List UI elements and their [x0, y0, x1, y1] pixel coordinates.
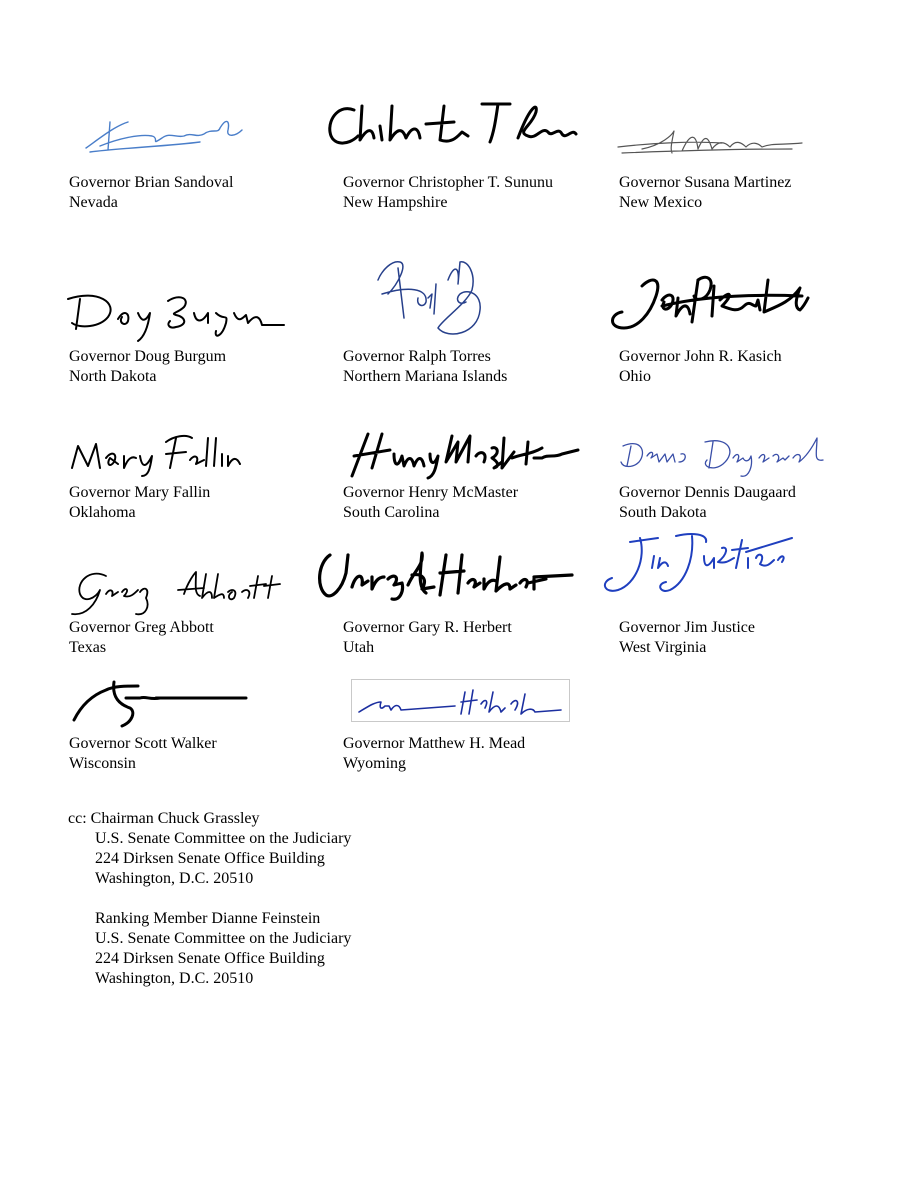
signatory-state: Northern Mariana Islands	[343, 368, 508, 385]
signature-fallin	[66, 428, 256, 478]
signatory-state: Utah	[343, 639, 375, 656]
signatory-name: Governor Brian Sandoval	[69, 174, 234, 191]
signature-abbott	[66, 564, 286, 618]
signature-kasich	[602, 266, 812, 356]
signatory-state: West Virginia	[619, 639, 707, 656]
signatory-name: Governor Gary R. Herbert	[343, 619, 512, 636]
cc-block	[68, 809, 351, 989]
signatory-state: Wyoming	[343, 755, 407, 772]
signatory-state: New Mexico	[619, 194, 703, 211]
signatory-state: Oklahoma	[69, 504, 136, 521]
signatory-name: Governor Doug Burgum	[69, 348, 227, 365]
signatory-state: Texas	[69, 639, 107, 656]
signatory-state: South Carolina	[343, 504, 440, 521]
cc-recipient-name: Ranking Member Dianne Feinstein	[95, 910, 321, 927]
signatory-name: Governor Matthew H. Mead	[343, 735, 526, 752]
cc-recipient-address: 224 Dirksen Senate Office Building	[95, 850, 325, 867]
signature-daugaard	[617, 432, 829, 482]
signatory-state: Ohio	[619, 368, 651, 385]
cc-prefix: cc:	[68, 810, 87, 827]
signature-burgum	[58, 283, 288, 343]
signatory-name: Governor Christopher T. Sununu	[343, 174, 554, 191]
signatory-state: Wisconsin	[69, 755, 136, 772]
signature-justice	[596, 528, 796, 600]
signature-sandoval	[80, 108, 250, 158]
signatory-state: North Dakota	[69, 368, 157, 385]
signatory-state: New Hampshire	[343, 194, 448, 211]
signatory-name: Governor Mary Fallin	[69, 484, 211, 501]
cc-recipient-city: Washington, D.C. 20510	[95, 870, 254, 887]
signatory-name: Governor John R. Kasich	[619, 348, 782, 365]
signatory-name: Governor Dennis Daugaard	[619, 484, 796, 501]
cc-recipient-committee: U.S. Senate Committee on the Judiciary	[95, 930, 352, 947]
signatory-state: Nevada	[69, 194, 118, 211]
cc-spacer	[68, 889, 351, 909]
signatory-name: Governor Greg Abbott	[69, 619, 214, 636]
cc-recipient-committee: U.S. Senate Committee on the Judiciary	[95, 830, 352, 847]
cc-recipient-city: Washington, D.C. 20510	[95, 970, 254, 987]
cc-recipient-address: 224 Dirksen Senate Office Building	[95, 950, 325, 967]
signatory-name: Governor Scott Walker	[69, 735, 217, 752]
cc-recipient-name: Chairman Chuck Grassley	[90, 810, 260, 827]
signatory-name: Governor Henry McMaster	[343, 484, 519, 501]
signatory-name: Governor Susana Martinez	[619, 174, 792, 191]
signature-herbert	[312, 543, 574, 605]
signature-sununu	[322, 96, 582, 156]
signatory-name: Governor Jim Justice	[619, 619, 755, 636]
signature-mead	[355, 684, 567, 718]
signature-mcmaster	[342, 428, 582, 480]
signature-martinez	[612, 125, 812, 160]
signature-walker	[70, 672, 250, 736]
signature-torres	[368, 254, 498, 344]
signatory-name: Governor Ralph Torres	[343, 348, 491, 365]
cc-recipient-title	[68, 809, 351, 829]
signatory-state: South Dakota	[619, 504, 707, 521]
